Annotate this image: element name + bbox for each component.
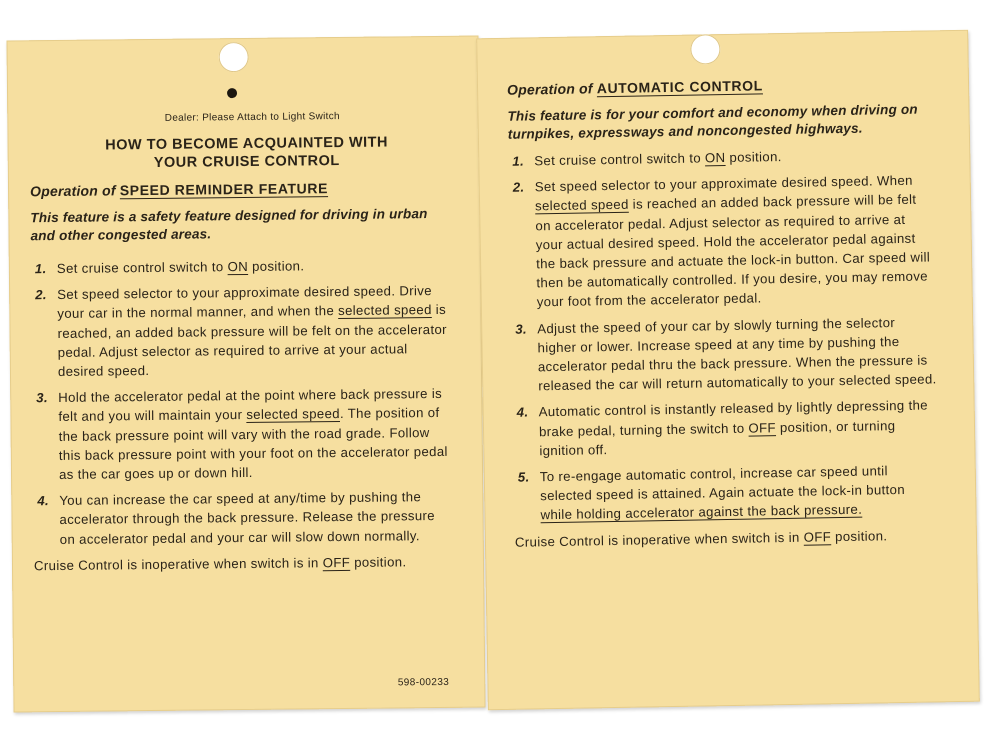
part-number: 598-00233 — [397, 676, 450, 689]
left-instruction-card — [6, 36, 485, 713]
step-text-end: . The position of the back pressure point will vary with the road grade. Follow this back pressure point with your foot on the accelerator pedal as the car goes up or down hill. — [58, 405, 448, 482]
step-emphasis: ON — [227, 258, 249, 275]
step-text-end: position, or turning ignition off. — [539, 417, 896, 459]
step-text: You can increase the car speed at any/time by pushing the accelerator through the back pressure. Release the pressure on accelerator pedal and your car will slow down normally. — [59, 489, 436, 547]
step-emphasis: while holding accelerator against the back pressure. — [540, 502, 863, 523]
step-4 — [33, 487, 450, 549]
step-text: Hold the accelerator pedal at the point where back pressure is felt and you will maintain your — [58, 386, 443, 425]
right-instruction-card — [476, 30, 980, 710]
step-1 — [508, 144, 934, 171]
step-emphasis: selected speed — [338, 302, 432, 319]
step-text-end: position. — [247, 258, 305, 274]
step-emphasis: ON — [704, 150, 726, 166]
step-text: To re-engage automatic control, increase car speed until selected speed is attained. Again actuate the lock-in button — [539, 463, 906, 504]
step-text: Automatic control is instantly released by lightly depressing the brake pedal, turning the switch to — [538, 397, 929, 439]
rivet-dot — [227, 88, 237, 98]
footer-text-end: position. — [350, 554, 407, 570]
step-number: 4. — [516, 404, 529, 421]
step-number: 3. — [515, 321, 528, 337]
step-2 — [509, 171, 937, 313]
title-line-1: HOW TO BECOME ACQUAINTED WITH — [105, 134, 389, 154]
step-number: 2. — [35, 287, 47, 303]
footer-text: Cruise Control is inoperative when switch is in — [33, 555, 323, 574]
inoperative-note — [34, 552, 450, 576]
step-number: 1. — [512, 153, 525, 169]
step-text: Set cruise control switch to — [534, 150, 706, 169]
operation-heading — [507, 74, 933, 97]
title-line-2: YOUR CRUISE CONTROL — [153, 153, 340, 171]
step-emphasis: selected speed — [534, 197, 629, 214]
dealer-note: Dealer: Please Attach to Light Switch — [164, 111, 340, 124]
step-number: 3. — [36, 390, 49, 406]
feature-intro: This feature is a safety feature designed for driving in urban and other congested areas. — [30, 206, 428, 244]
step-text-end: is reached an added back pressure will be felt on accelerator pedal. Adjust selector as required to arrive at your actual desired speed. Hold the accelerator pedal against the back pressure and actuate the lock-in button. Car speed will then be automatically controlled. If you desire, you may remove your foot from the accelerator pedal. — [535, 192, 931, 310]
operation-heading — [30, 179, 446, 199]
step-number: 1. — [34, 261, 47, 277]
step-text: Set speed selector to your approximate desired speed. Drive your car in the normal manner, and when the — [57, 283, 432, 322]
step-text-end: is reached, an added back pressure will be felt on the accelerator pedal. Adjust selector as required to arrive at your actual desired speed. — [57, 302, 447, 379]
step-5 — [514, 460, 941, 525]
step-text-end: position. — [725, 149, 782, 166]
step-3 — [511, 312, 938, 396]
step-text: Set speed selector to your approximate desired speed. When — [534, 172, 913, 195]
hang-hole — [690, 34, 721, 65]
step-2 — [31, 281, 448, 381]
steps-list — [31, 255, 450, 549]
step-3 — [32, 384, 449, 484]
step-emphasis: selected speed — [246, 406, 340, 423]
step-text: Set cruise control switch to — [56, 259, 228, 276]
step-number: 4. — [37, 493, 50, 509]
step-number: 2. — [512, 179, 525, 195]
hang-hole — [219, 42, 249, 72]
operation-prefix: Operation of — [506, 80, 593, 98]
footer-text: Cruise Control is inoperative when switch is in — [514, 529, 804, 550]
operation-name: SPEED REMINDER FEATURE — [119, 180, 329, 199]
footer-emphasis: OFF — [322, 554, 351, 571]
operation-prefix: Operation of — [29, 182, 116, 200]
steps-list — [508, 144, 940, 525]
inoperative-note — [515, 525, 941, 552]
step-4 — [513, 396, 940, 461]
step-emphasis: OFF — [748, 419, 777, 436]
step-number: 5. — [517, 469, 530, 485]
footer-text-end: position. — [830, 527, 888, 544]
operation-name: AUTOMATIC CONTROL — [596, 77, 763, 97]
feature-intro: This feature is for your comfort and economy when driving on turnpikes, expressways and noncongested highways. — [507, 101, 918, 142]
step-1 — [31, 255, 447, 279]
footer-emphasis: OFF — [803, 528, 832, 545]
step-text: Adjust the speed of your car by slowly turning the selector higher or lower. Increase speed at any time by pushing the accelerator pedal thru the back pressure. When the pressure is released the car will return automatically to your selected speed. — [537, 314, 937, 394]
card-title — [48, 133, 446, 173]
